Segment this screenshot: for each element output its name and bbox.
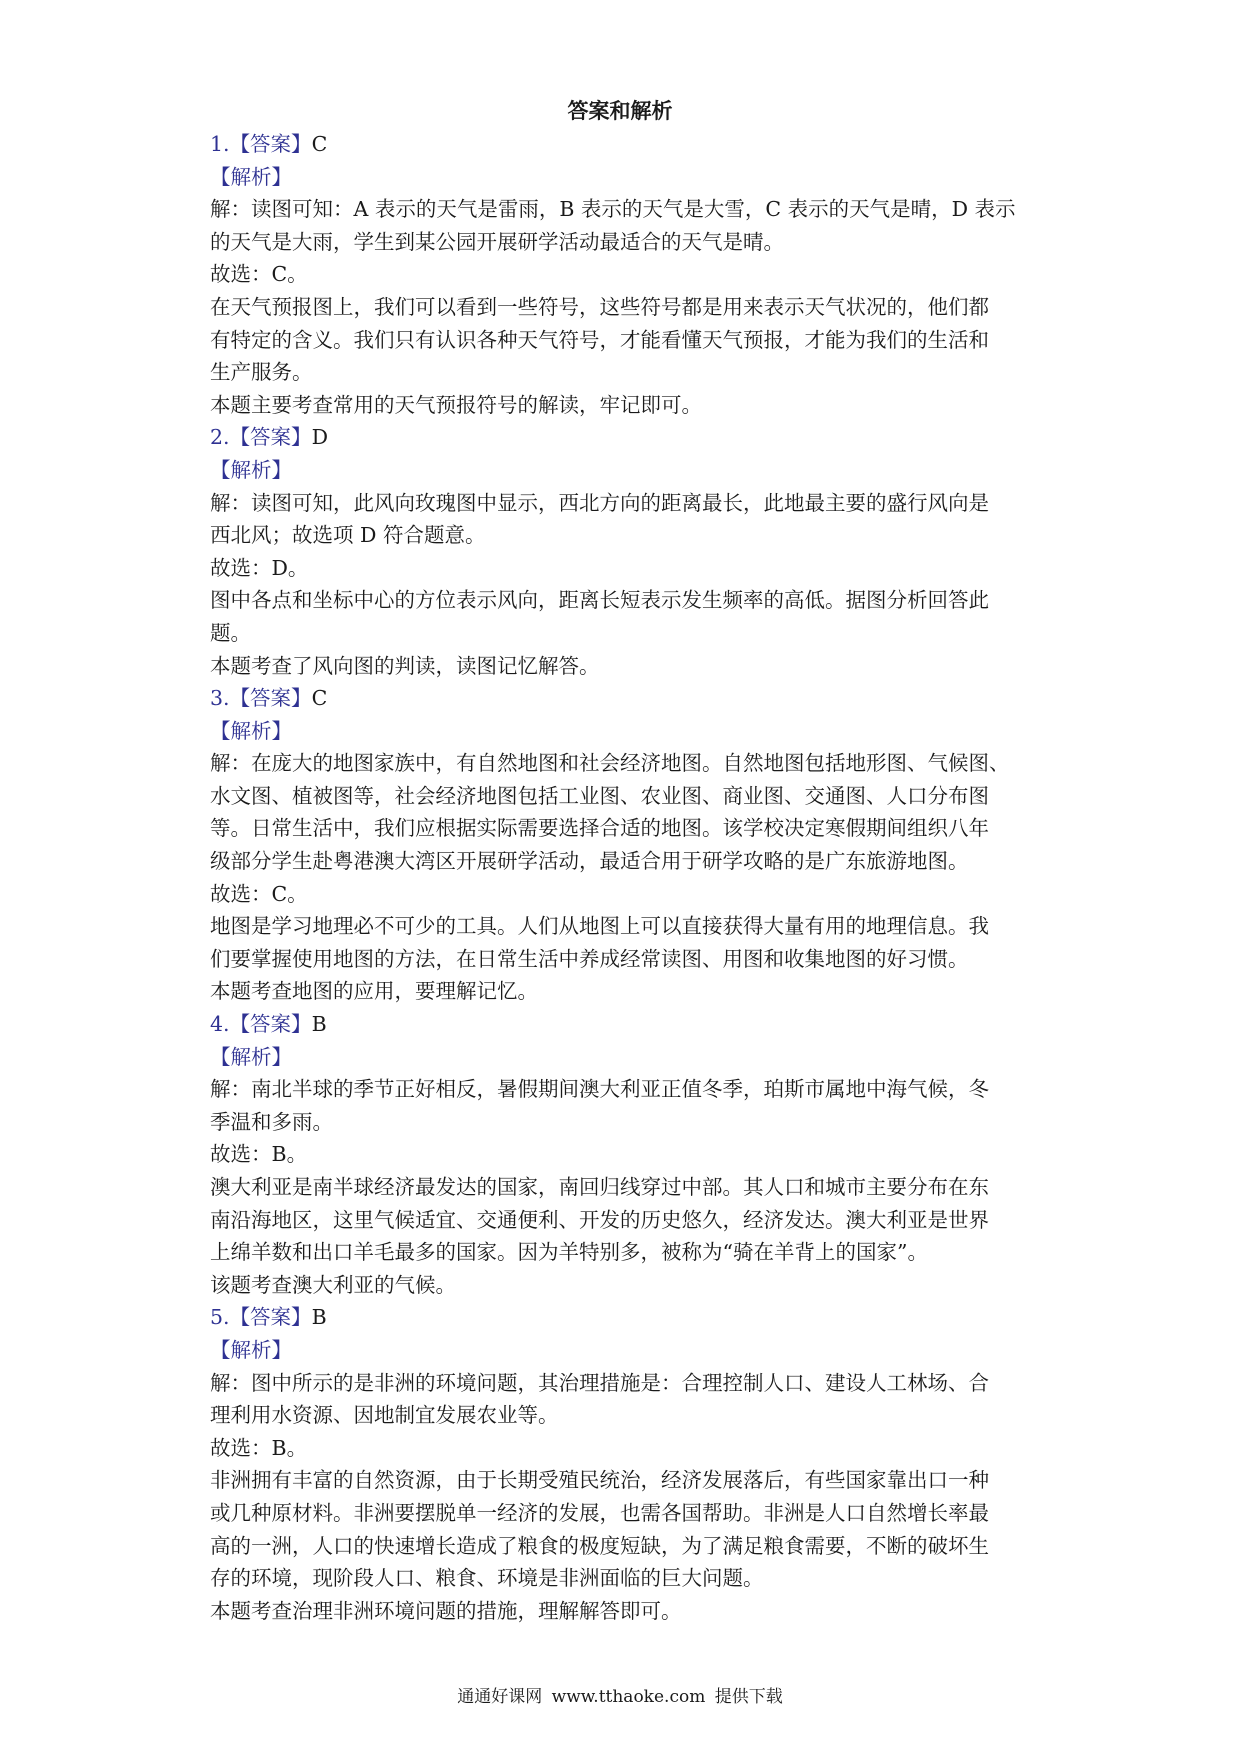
analysis-line: 题。 — [210, 620, 251, 645]
analysis-label: 【解析】 — [210, 457, 292, 482]
answer-label: 【答案】 — [229, 1305, 312, 1330]
answer-line — [210, 682, 1050, 715]
analysis-line: 高的一洲，人口的快速增长造成了粮食的极度短缺，为了满足粮食需要，不断的破坏生 — [210, 1533, 989, 1558]
answer-line — [210, 1008, 1050, 1041]
analysis-line: 有特定的含义。我们只有认识各种天气符号，才能看懂天气预报，才能为我们的生活和 — [210, 327, 989, 352]
analysis-line: 图中各点和坐标中心的方位表示风向，距离长短表示发生频率的高低。据图分析回答此 — [210, 588, 989, 613]
analysis-line: 季温和多雨。 — [210, 1109, 333, 1134]
answer-choice: B — [311, 1012, 327, 1037]
analysis-line: 澳大利亚是南半球经济最发达的国家，南回归线穿过中部。其人口和城市主要分布在东 — [210, 1175, 989, 1199]
question-number: 5. — [210, 1305, 230, 1330]
answer-line — [210, 128, 1050, 161]
answer-label: 【答案】 — [229, 425, 312, 450]
answer-choice: C — [311, 132, 328, 156]
analysis-label: 【解析】 — [210, 164, 292, 189]
analysis-line: 故选：B。 — [210, 1435, 308, 1460]
analysis-line: 理利用水资源、因地制宜发展农业等。 — [210, 1403, 559, 1428]
analysis-line: 解：图中所示的是非洲的环境问题，其治理措施是：合理控制人口、建设人工林场、合 — [210, 1370, 989, 1395]
analysis-line: 故选：C。 — [210, 881, 308, 906]
question-block — [210, 128, 1050, 421]
analysis-line: 故选：C。 — [210, 262, 308, 287]
analysis-line: 故选：B。 — [210, 1142, 308, 1167]
analysis-line: 或几种原材料。非洲要摆脱单一经济的发展，也需各国帮助。非洲是人口自然增长率最 — [210, 1500, 989, 1525]
answer-content — [210, 128, 1050, 1627]
analysis-line: 等。日常生活中，我们应根据实际需要选择合适的地图。该学校决定寒假期间组织八年 — [210, 816, 989, 841]
analysis-line: 们要掌握使用地图的方法，在日常生活中养成经常读图、用图和收集地图的好习惯。 — [210, 946, 969, 971]
answer-label: 【答案】 — [229, 132, 312, 156]
analysis-line: 本题考查地图的应用，要理解记忆。 — [210, 979, 538, 1004]
analysis-line: 级部分学生赴粤港澳大湾区开展研学活动，最适合用于研学攻略的是广东旅游地图。 — [210, 849, 969, 874]
answer-label: 【答案】 — [229, 1012, 312, 1037]
analysis-line: 的天气是大雨，学生到某公园开展研学活动最适合的天气是晴。 — [210, 229, 784, 254]
analysis-line: 该题考查澳大利亚的气候。 — [210, 1272, 456, 1297]
question-block — [210, 1008, 1050, 1301]
analysis-line: 上绵羊数和出口羊毛最多的国家。因为羊特别多，被称为“骑在羊背上的国家”。 — [210, 1240, 928, 1265]
question-number: 1. — [210, 132, 230, 156]
question-number: 2. — [210, 425, 230, 450]
question-number: 3. — [210, 686, 230, 711]
analysis-line: 非洲拥有丰富的自然资源，由于长期受殖民统治，经济发展落后，有些国家靠出口一种 — [210, 1468, 989, 1493]
analysis-line: 本题考查治理非洲环境问题的措施，理解解答即可。 — [210, 1598, 682, 1623]
analysis-line: 存的环境，现阶段人口、粮食、环境是非洲面临的巨大问题。 — [210, 1566, 764, 1591]
answer-line — [210, 421, 1050, 454]
page-title: 答案和解析 — [567, 99, 673, 123]
answer-choice: B — [311, 1305, 327, 1330]
answer-label: 【答案】 — [229, 686, 312, 711]
analysis-line: 在天气预报图上，我们可以看到一些符号，这些符号都是用来表示天气状况的，他们都 — [210, 294, 989, 319]
analysis-line: 南沿海地区，这里气候适宜、交通便利、开发的历史悠久，经济发达。澳大利亚是世界 — [210, 1207, 989, 1232]
answer-choice: D — [311, 425, 328, 450]
analysis-line: 地图是学习地理必不可少的工具。人们从地图上可以直接获得大量有用的地理信息。我 — [210, 914, 989, 939]
question-block — [210, 682, 1050, 1008]
analysis-line: 解：读图可知，此风向玫瑰图中显示，西北方向的距离最长，此地最主要的盛行风向是 — [210, 490, 989, 515]
answer-line — [210, 1301, 1050, 1334]
analysis-label: 【解析】 — [210, 1337, 292, 1362]
analysis-line: 本题考查了风向图的判读，读图记忆解答。 — [210, 653, 600, 678]
analysis-label: 【解析】 — [210, 1044, 292, 1069]
analysis-line: 故选：D。 — [210, 555, 309, 580]
question-number: 4. — [210, 1012, 230, 1037]
question-block — [210, 421, 1050, 682]
analysis-line: 西北风；故选项 D 符合题意。 — [210, 523, 486, 548]
analysis-line: 解：在庞大的地图家族中，有自然地图和社会经济地图。自然地图包括地形图、气候图、 — [210, 751, 1010, 776]
analysis-line: 水文图、植被图等，社会经济地图包括工业图、农业图、商业图、交通图、人口分布图 — [210, 783, 989, 808]
analysis-line: 解：读图可知：A 表示的天气是雷雨，B 表示的天气是大雪，C 表示的天气是晴，D 表示 — [210, 197, 1016, 222]
analysis-line: 生产服务。 — [210, 360, 313, 385]
analysis-line: 解：南北半球的季节正好相反，暑假期间澳大利亚正值冬季，珀斯市属地中海气候，冬 — [210, 1077, 989, 1102]
analysis-line: 本题主要考查常用的天气预报符号的解读，牢记即可。 — [210, 392, 702, 417]
analysis-label: 【解析】 — [210, 718, 292, 743]
answer-choice: C — [311, 686, 328, 711]
footer-source: 通通好课网 www.tthaoke.com 提供下载 — [457, 1687, 783, 1707]
question-block — [210, 1301, 1050, 1627]
